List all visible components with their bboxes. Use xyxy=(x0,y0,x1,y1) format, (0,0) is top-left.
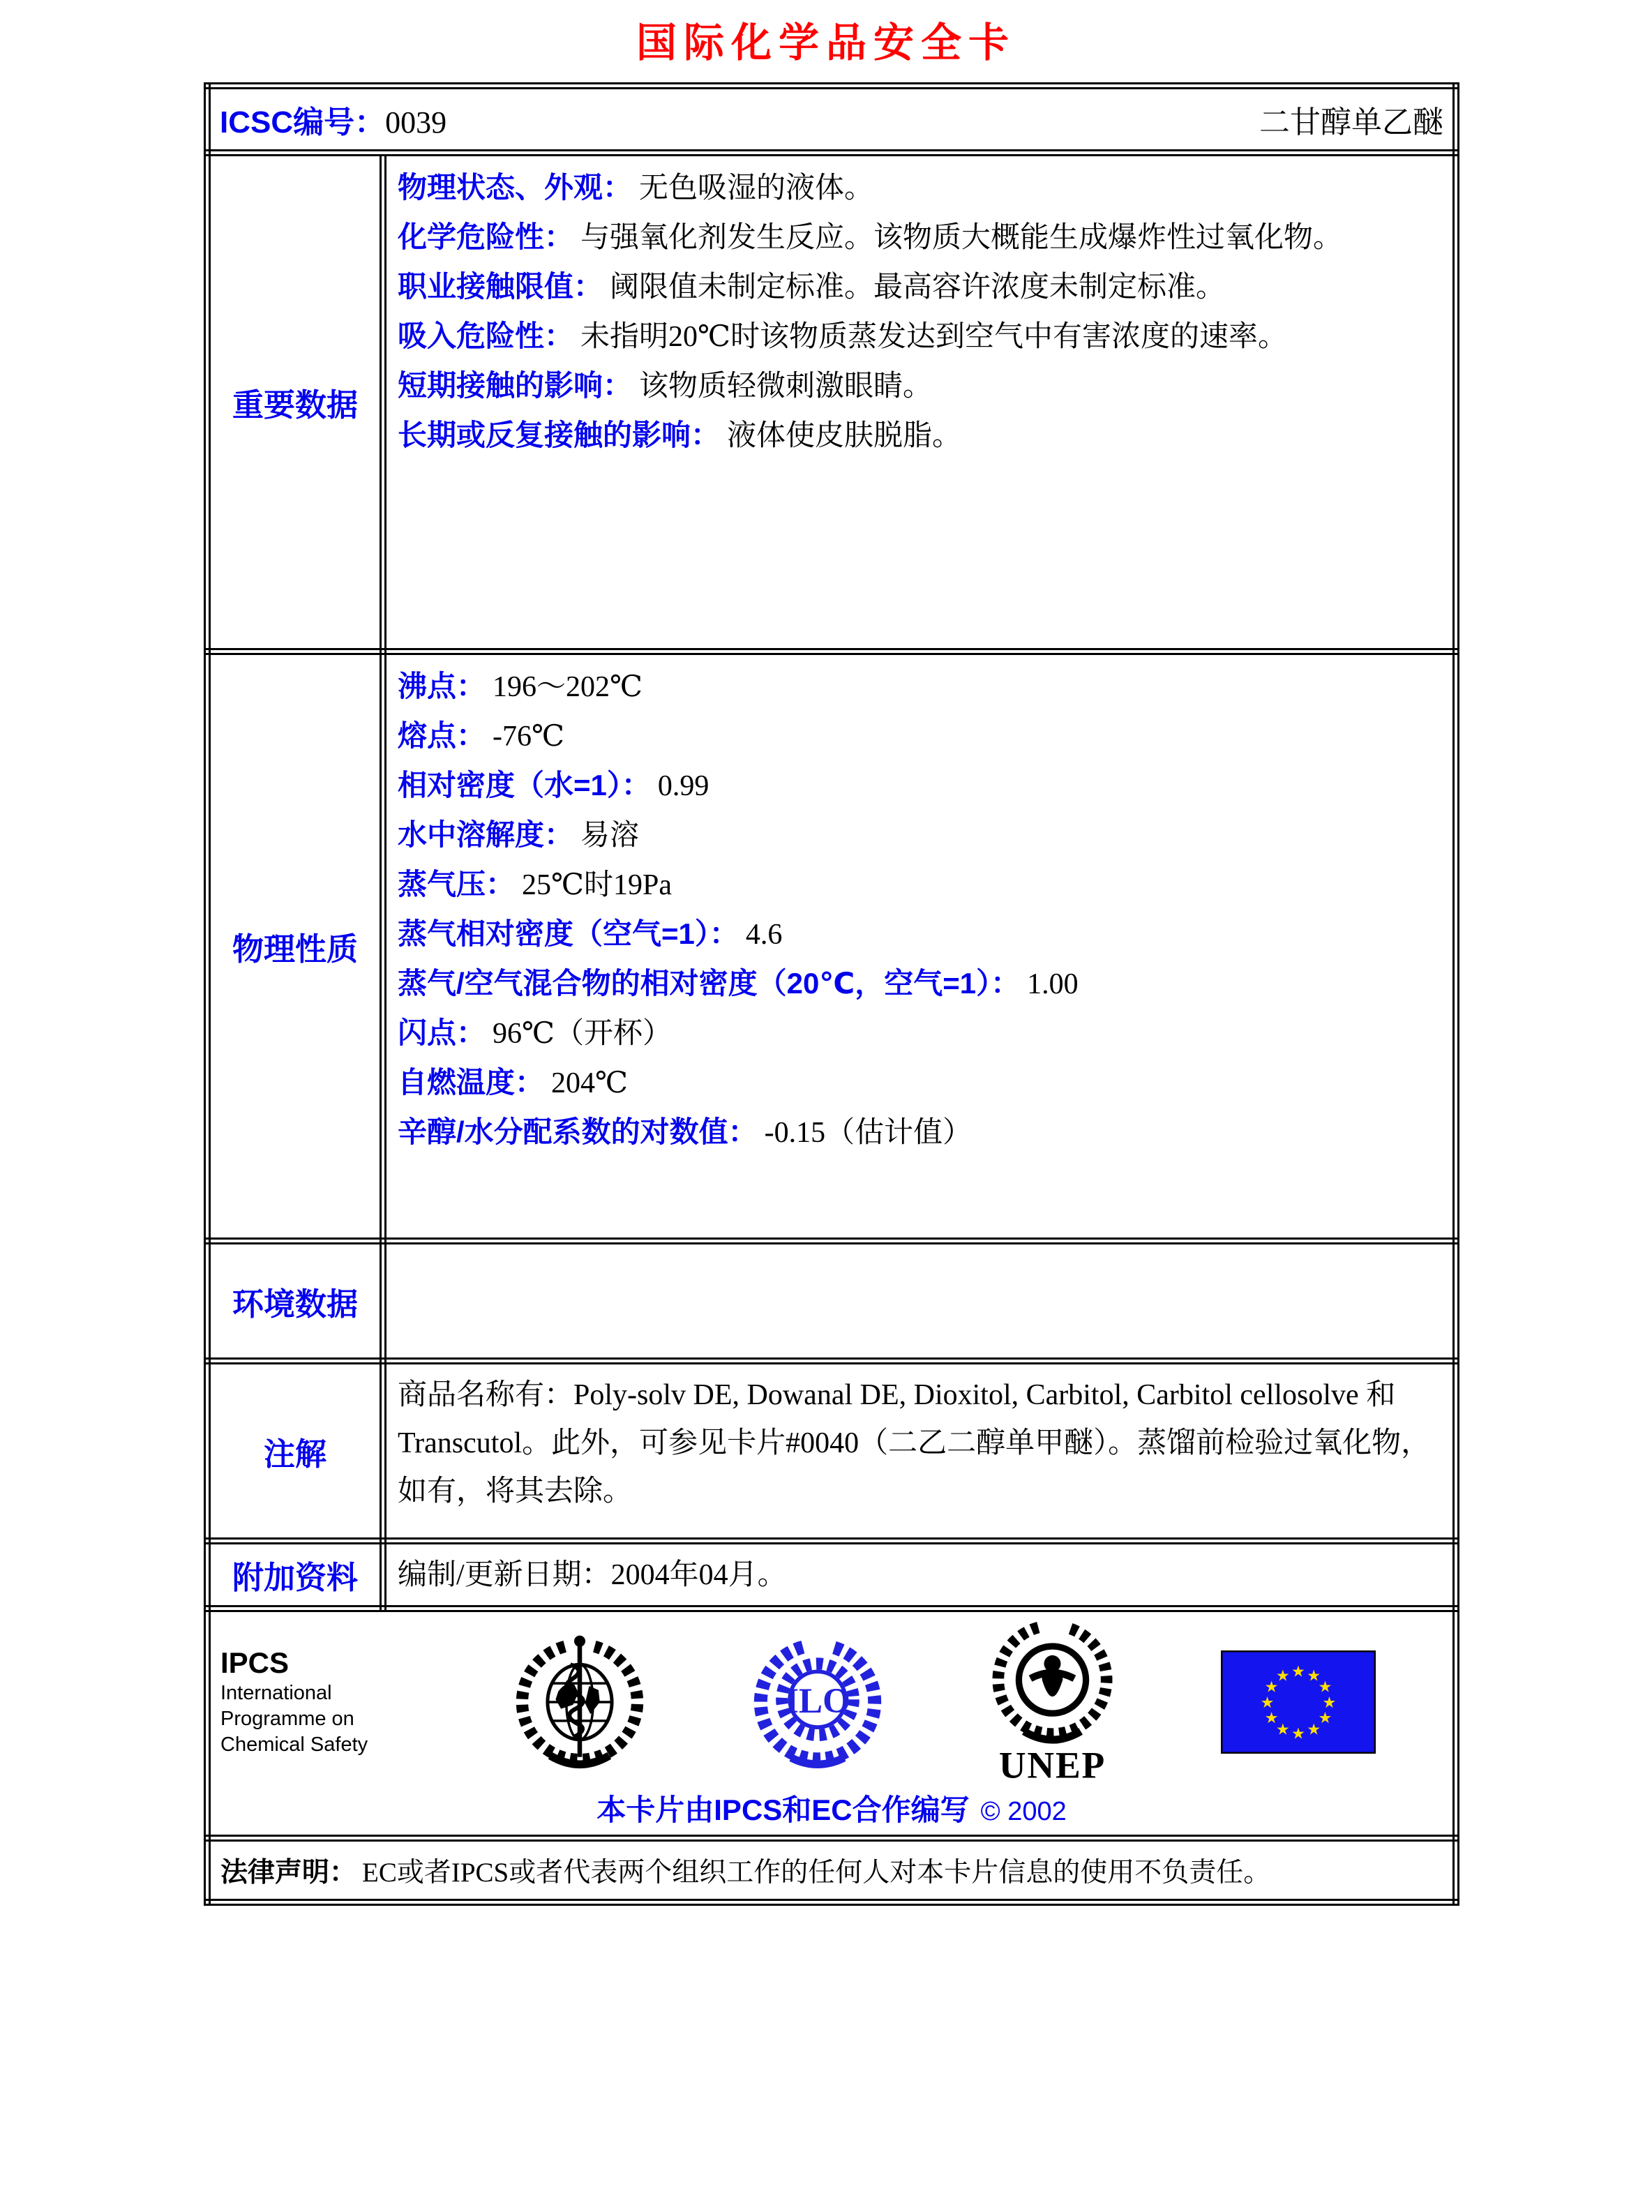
entry-label: 蒸气相对密度（空气=1）： xyxy=(398,917,739,950)
entry-label: 闪点： xyxy=(398,1016,486,1049)
physical-properties-label: 物理性质 xyxy=(207,652,383,1241)
svg-text:★: ★ xyxy=(1322,1693,1337,1712)
notes-text: 商品名称有：Poly-solv DE, Dowanal DE, Dioxitol, Carbitol, Carbitol cellosolve 和 Transcutol。此外，可参见卡片#0040（二乙二醇单甲醚）。蒸馏前检验过氧化物，如有，将其去除。 xyxy=(398,1379,1431,1507)
svg-text:★: ★ xyxy=(1275,1666,1290,1685)
entry-text: 易溶 xyxy=(580,820,640,852)
data-entry xyxy=(398,662,1441,712)
legal-row xyxy=(207,1838,1456,1902)
ilo-letters: ILO xyxy=(784,1680,850,1721)
data-entry xyxy=(398,860,1441,910)
entry-label: 职业接触限值： xyxy=(398,270,603,303)
eu-flag-icon xyxy=(1221,1650,1376,1754)
entry-text: 1.00 xyxy=(1027,968,1079,1000)
entry-label: 蒸气压： xyxy=(398,868,516,901)
svg-text:★: ★ xyxy=(1264,1678,1279,1696)
data-entry xyxy=(398,959,1441,1009)
icsc-number xyxy=(220,97,446,142)
entry-label: 熔点： xyxy=(398,719,486,752)
svg-text:★: ★ xyxy=(1291,1724,1305,1743)
entry-text: -76℃ xyxy=(493,721,564,753)
ilo-logo-icon xyxy=(751,1632,884,1772)
entry-label: 吸入危险性： xyxy=(398,319,574,352)
icsc-number-value: 0039 xyxy=(385,105,447,140)
entry-text: 4.6 xyxy=(745,919,783,951)
data-entry xyxy=(398,811,1441,860)
ipcs-text-block: IPCS International Programme on Chemical Safety xyxy=(220,1646,409,1758)
additional-info-text: 编制/更新日期：2004年04月。 xyxy=(398,1559,787,1591)
entry-text: 0.99 xyxy=(657,770,709,802)
entry-label: 物理状态、外观： xyxy=(398,171,633,204)
entry-text: 96℃（开杯） xyxy=(493,1018,672,1050)
svg-text:★: ★ xyxy=(1264,1708,1279,1727)
entry-label: 自燃温度： xyxy=(398,1066,545,1099)
environmental-data-row xyxy=(207,1241,1456,1361)
copyright-year: © 2002 xyxy=(980,1797,1067,1826)
entry-label: 相对密度（水=1）： xyxy=(398,769,651,802)
important-data-content xyxy=(383,153,1456,652)
notes-label: 注解 xyxy=(207,1361,383,1541)
unep-logo xyxy=(988,1620,1117,1783)
entry-label: 蒸气/空气混合物的相对密度（20℃，空气=1）： xyxy=(398,967,1021,1000)
important-data-row xyxy=(207,153,1456,652)
additional-info-row xyxy=(207,1541,1456,1609)
entry-label: 短期接触的影响： xyxy=(398,369,633,402)
copyright-text: 本卡片由IPCS和EC合作编写 xyxy=(596,1793,970,1826)
notes-row xyxy=(207,1361,1456,1541)
entry-text: 该物质轻微刺激眼睛。 xyxy=(639,370,933,402)
data-entry xyxy=(398,1009,1441,1058)
entry-text: 未指明20℃时该物质蒸发达到空气中有害浓度的速率。 xyxy=(580,321,1288,353)
data-entry xyxy=(398,262,1441,312)
ipcs-name: IPCS xyxy=(220,1646,290,1679)
data-entry xyxy=(398,910,1441,959)
svg-text:★: ★ xyxy=(1260,1693,1275,1712)
entry-text: 液体使皮肤脱脂。 xyxy=(727,420,962,452)
entry-text: 阈限值未制定标准。最高容许浓度未制定标准。 xyxy=(610,271,1226,303)
entry-label: 化学危险性： xyxy=(398,220,574,253)
svg-text:★: ★ xyxy=(1318,1678,1332,1696)
icsc-card-table xyxy=(204,82,1459,1906)
entry-text: 196～202℃ xyxy=(493,671,643,703)
data-entry xyxy=(398,712,1441,761)
page-title: 国际化学品安全卡 xyxy=(636,20,1016,66)
entry-label: 长期或反复接触的影响： xyxy=(398,419,721,451)
footer-row xyxy=(207,1609,1456,1838)
legal-label: 法律声明： xyxy=(220,1858,357,1888)
entry-text: 无色吸湿的液体。 xyxy=(639,172,874,204)
data-entry xyxy=(398,1108,1441,1157)
who-logo-icon xyxy=(513,1632,647,1772)
chemical-name: 二甘醇单乙醚 xyxy=(1259,105,1443,140)
svg-text:★: ★ xyxy=(1291,1662,1305,1680)
unep-logo-icon xyxy=(988,1620,1117,1783)
important-data-label: 重要数据 xyxy=(207,153,383,652)
svg-text:★: ★ xyxy=(1307,1720,1321,1738)
environmental-data-content xyxy=(383,1241,1456,1361)
entry-text: 204℃ xyxy=(551,1067,628,1099)
entry-text: 与强氧化剂发生反应。该物质大概能生成爆炸性过氧化物。 xyxy=(580,222,1343,254)
environmental-data-label: 环境数据 xyxy=(207,1241,383,1361)
data-entry xyxy=(398,163,1441,213)
additional-info-label: 附加资料 xyxy=(207,1541,383,1609)
data-entry xyxy=(398,361,1441,411)
svg-text:★: ★ xyxy=(1307,1666,1321,1685)
data-entry xyxy=(398,312,1441,361)
entry-label: 辛醇/水分配系数的对数值： xyxy=(398,1115,758,1148)
data-entry xyxy=(398,411,1441,460)
data-entry xyxy=(398,213,1441,262)
entry-label: 沸点： xyxy=(398,670,486,702)
data-entry xyxy=(398,1058,1441,1108)
unep-letters: UNEP xyxy=(998,1744,1106,1783)
icsc-number-label: ICSC编号： xyxy=(220,105,386,140)
physical-properties-content xyxy=(383,652,1456,1241)
entry-label: 水中溶解度： xyxy=(398,818,574,851)
copyright-line xyxy=(211,1787,1452,1829)
physical-properties-row xyxy=(207,652,1456,1241)
svg-text:★: ★ xyxy=(1275,1720,1290,1738)
entry-text: -0.15（估计值） xyxy=(764,1117,973,1149)
svg-text:★: ★ xyxy=(1318,1708,1332,1727)
entry-text: 25℃时19Pa xyxy=(522,869,672,901)
card-header-row xyxy=(207,86,1456,153)
data-entry xyxy=(398,761,1441,811)
legal-text: EC或者IPCS或者代表两个组织工作的任何人对本卡片信息的使用不负责任。 xyxy=(362,1858,1271,1888)
